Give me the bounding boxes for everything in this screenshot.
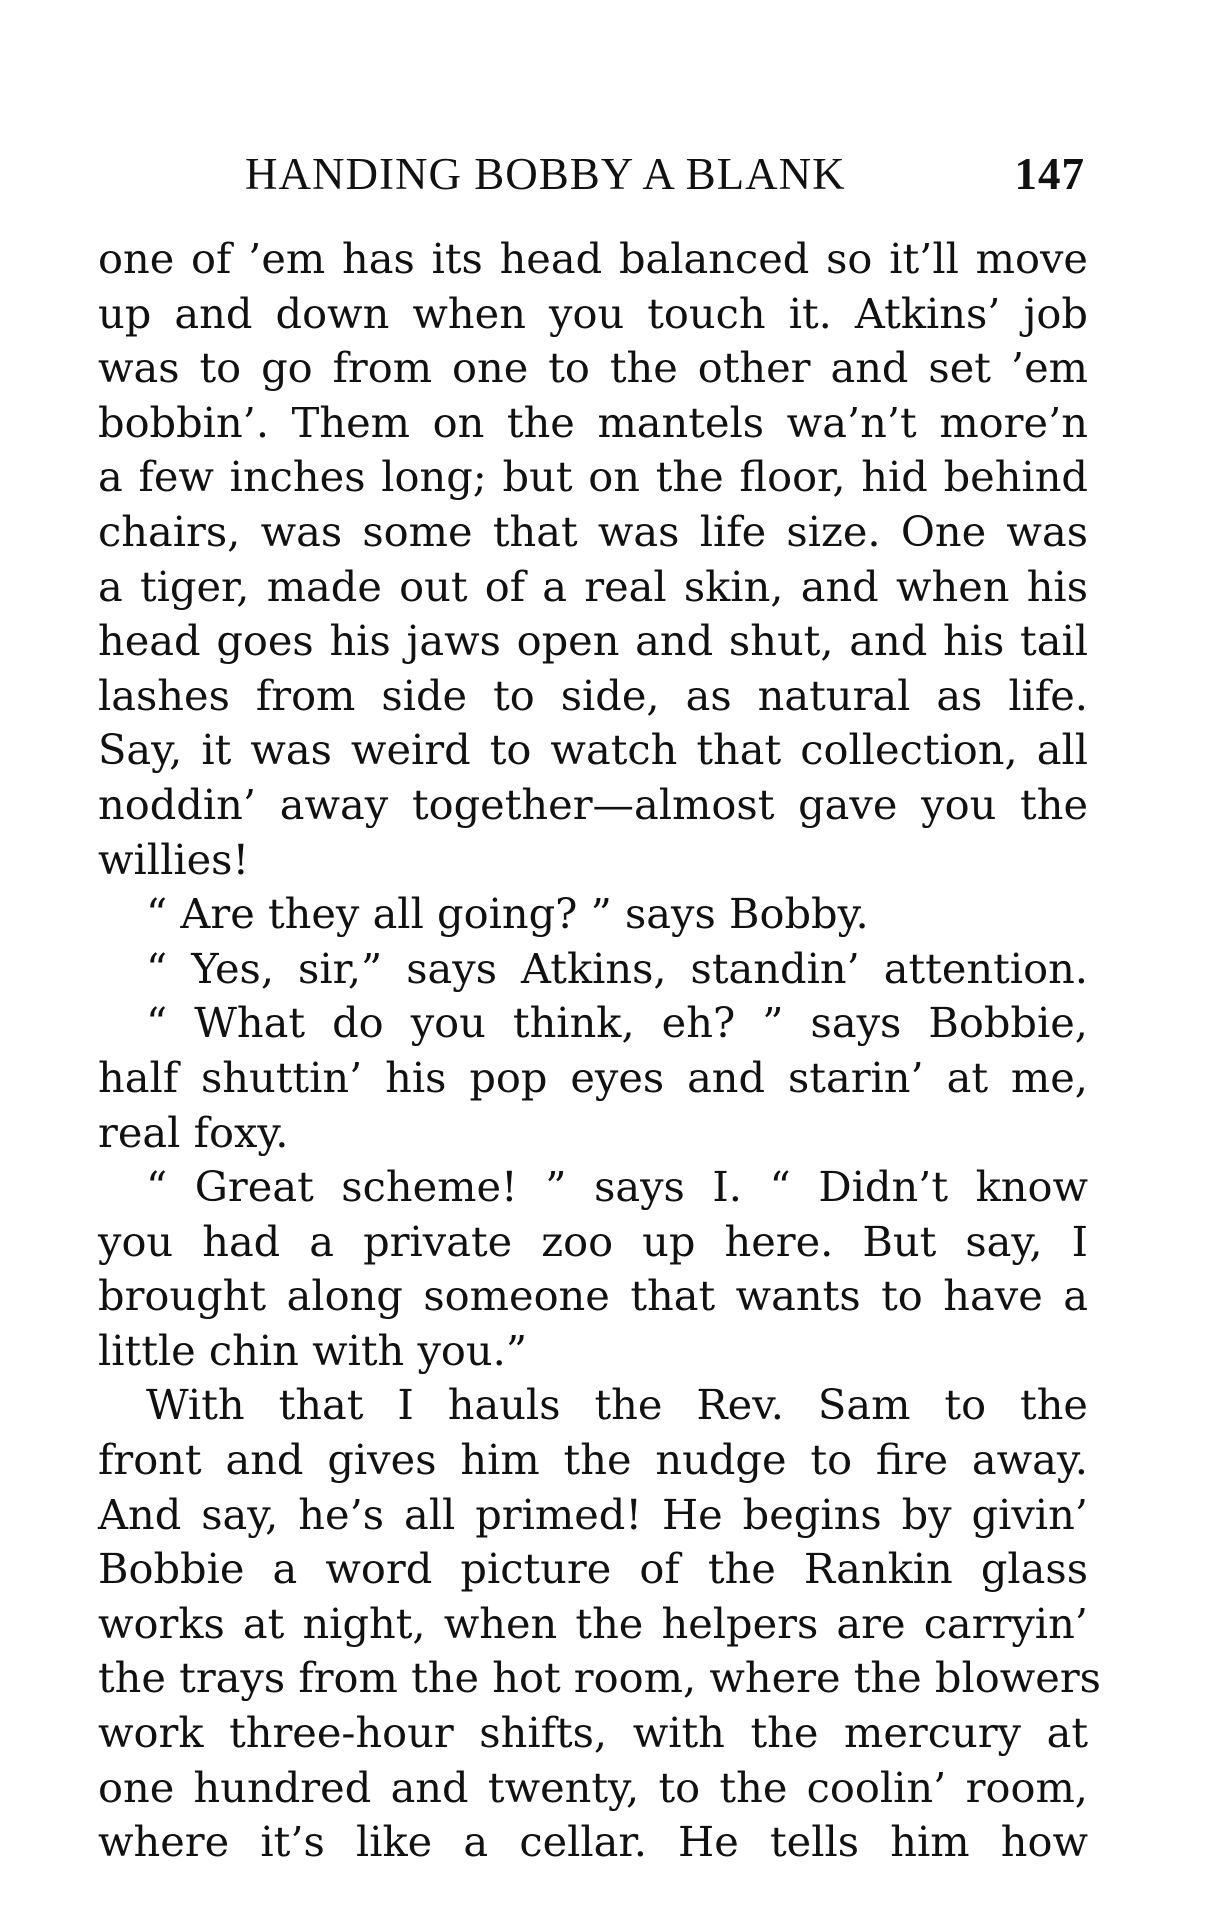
text-line: “ Yes, sir,” says Atkins, standin’ attention. [146, 943, 1088, 993]
text-line: front and gives him the nudge to fire away. [98, 1435, 1088, 1485]
text-line: head goes his jaws open and shut, and his tail [98, 616, 1088, 666]
body-text [98, 232, 1101, 1870]
text-line: bobbin’. Them on the mantels wa’n’t more’n [98, 397, 1088, 447]
text-line: Say, it was weird to watch that collection, all [98, 725, 1088, 775]
text-line: “ Are they all going? ” says Bobby. [146, 889, 869, 939]
text-line: half shuttin’ his pop eyes and starin’ at me, [98, 1052, 1088, 1102]
running-head [245, 148, 1085, 208]
text-line: one hundred and twenty, to the coolin’ room, [98, 1762, 1088, 1812]
text-line: noddin’ away together—almost gave you the [98, 779, 1088, 829]
text-line: was to go from one to the other and set ’em [98, 343, 1088, 393]
text-line: “ What do you think, eh? ” says Bobbie, [146, 998, 1088, 1048]
text-line: the trays from the hot room, where the blowers [98, 1653, 1101, 1703]
text-line: a tiger, made out of a real skin, and when his [98, 561, 1088, 611]
text-line: chairs, was some that was life size. One was [98, 506, 1088, 556]
text-line: works at night, when the helpers are carryin’ [98, 1598, 1088, 1648]
text-line: up and down when you touch it. Atkins’ job [98, 288, 1088, 338]
text-line: And say, he’s all primed! He begins by givin’ [98, 1489, 1088, 1539]
text-line: where it’s like a cellar. He tells him how [98, 1817, 1088, 1867]
text-line: one of ’em has its head balanced so it’ll move [98, 234, 1088, 283]
running-title: HANDING BOBBY A BLANK [245, 149, 846, 199]
text-line: lashes from side to side, as natural as life. [98, 670, 1088, 720]
text-line: willies! [98, 834, 250, 884]
text-line: brought along someone that wants to have a [98, 1271, 1088, 1321]
text-line: real foxy. [98, 1107, 289, 1157]
text-line: little chin with you.” [98, 1325, 528, 1375]
page-number: 147 [1014, 149, 1085, 199]
text-line: a few inches long; but on the floor, hid behind [98, 452, 1088, 502]
text-line: you had a private zoo up here. But say, I [98, 1216, 1088, 1266]
text-line: “ Great scheme! ” says I. “ Didn’t know [146, 1162, 1088, 1212]
text-line: With that I hauls the Rev. Sam to the [146, 1380, 1088, 1430]
text-line: Bobbie a word picture of the Rankin glass [98, 1544, 1088, 1594]
text-line: work three-hour shifts, with the mercury at [98, 1708, 1088, 1758]
